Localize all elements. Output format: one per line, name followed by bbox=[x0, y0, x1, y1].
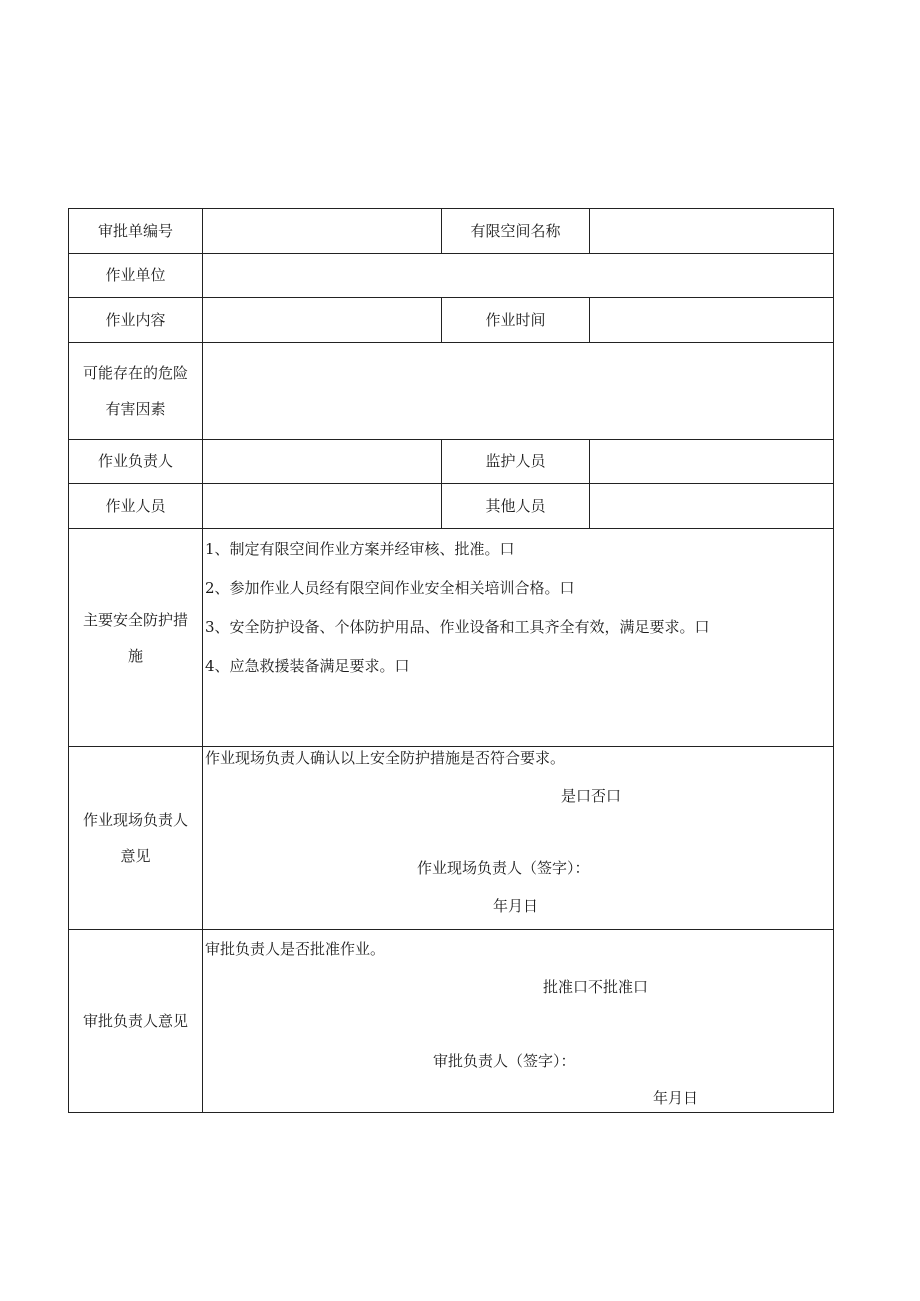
approval-opinion-statement: 审批负责人是否批准作业。 bbox=[205, 940, 386, 958]
approval-opinion-cell bbox=[203, 930, 834, 1113]
row-hazards bbox=[69, 343, 834, 440]
supervisor-field[interactable] bbox=[590, 440, 834, 484]
hazards-field[interactable] bbox=[203, 343, 834, 440]
site-opinion-date[interactable]: 年月日 bbox=[493, 897, 539, 915]
site-opinion-cell bbox=[203, 747, 834, 930]
work-time-label: 作业时间 bbox=[442, 298, 590, 343]
row-safety-measures bbox=[69, 529, 834, 747]
approval-opinion-signature[interactable]: 审批负责人（签字）： bbox=[433, 1052, 576, 1070]
measures-label-line2: 施 bbox=[127, 646, 143, 665]
supervisor-label: 监护人员 bbox=[442, 440, 590, 484]
row-work-unit bbox=[69, 254, 834, 298]
others-field[interactable] bbox=[590, 484, 834, 529]
row-work-leader bbox=[69, 440, 834, 484]
row-work-content bbox=[69, 298, 834, 343]
site-opinion-statement: 作业现场负责人确认以上安全防护措施是否符合要求。 bbox=[205, 749, 566, 767]
approval-opinion-label: 审批负责人意见 bbox=[69, 930, 203, 1113]
approval-form-table bbox=[68, 208, 834, 1113]
work-leader-label: 作业负责人 bbox=[69, 440, 203, 484]
work-time-field[interactable] bbox=[590, 298, 834, 343]
measure-item[interactable]: 3、安全防护设备、个体防护用品、作业设备和工具齐全有效，满足要求。口 bbox=[205, 618, 710, 636]
hazards-label-line1: 可能存在的危险 bbox=[82, 364, 188, 382]
space-name-label: 有限空间名称 bbox=[442, 209, 590, 254]
workers-label: 作业人员 bbox=[69, 484, 203, 529]
work-unit-field[interactable] bbox=[203, 254, 834, 298]
measures-label bbox=[69, 529, 203, 747]
approval-no-field[interactable] bbox=[203, 209, 442, 254]
measure-item[interactable]: 2、参加作业人员经有限空间作业安全相关培训合格。口 bbox=[205, 579, 575, 597]
row-approval-opinion bbox=[69, 930, 834, 1113]
measures-list bbox=[203, 529, 834, 747]
work-leader-field[interactable] bbox=[203, 440, 442, 484]
work-content-field[interactable] bbox=[203, 298, 442, 343]
measure-item[interactable]: 4、应急救援装备满足要求。口 bbox=[205, 657, 410, 675]
approval-opinion-date[interactable]: 年月日 bbox=[653, 1089, 699, 1107]
work-unit-label: 作业单位 bbox=[69, 254, 203, 298]
measures-label-line1: 主要安全防护措 bbox=[82, 610, 188, 629]
approval-opinion-choice[interactable]: 批准口不批准口 bbox=[543, 978, 649, 996]
others-label: 其他人员 bbox=[442, 484, 590, 529]
site-opinion-signature[interactable]: 作业现场负责人（签字）： bbox=[417, 859, 590, 877]
work-content-label: 作业内容 bbox=[69, 298, 203, 343]
site-opinion-label-line1: 作业现场负责人 bbox=[82, 811, 188, 829]
site-opinion-label-line2: 意见 bbox=[120, 847, 151, 865]
measure-item[interactable]: 1、制定有限空间作业方案并经审核、批准。口 bbox=[205, 540, 515, 558]
site-opinion-choice[interactable]: 是口否口 bbox=[561, 787, 622, 805]
approval-no-label: 审批单编号 bbox=[69, 209, 203, 254]
row-approval-no bbox=[69, 209, 834, 254]
site-opinion-label bbox=[69, 747, 203, 930]
row-workers bbox=[69, 484, 834, 529]
hazards-label-line2: 有害因素 bbox=[105, 400, 166, 418]
row-site-opinion bbox=[69, 747, 834, 930]
hazards-label bbox=[69, 343, 203, 440]
workers-field[interactable] bbox=[203, 484, 442, 529]
space-name-field[interactable] bbox=[590, 209, 834, 254]
